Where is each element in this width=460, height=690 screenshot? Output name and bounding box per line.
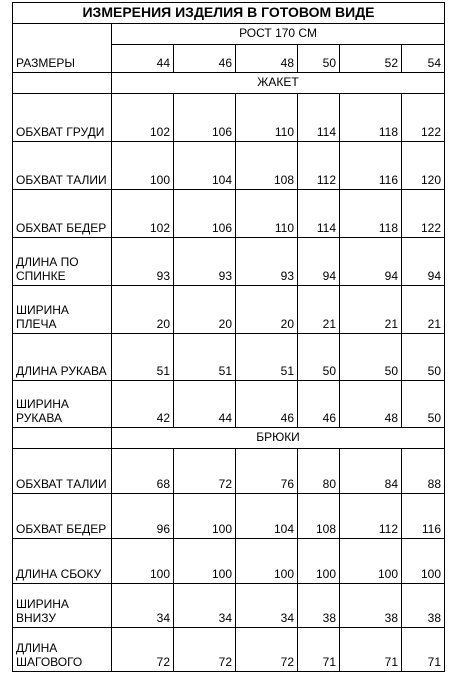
value-cell: 38 (340, 584, 402, 628)
value-cell: 106 (174, 94, 236, 142)
row-label-text: ОБХВАТ БЕДЕР (16, 221, 107, 235)
value-cell: 114 (298, 190, 340, 238)
size-cell: 52 (340, 45, 402, 73)
row-label (13, 334, 112, 381)
table-row (13, 94, 445, 142)
table-row (13, 286, 445, 334)
value-cell: 20 (236, 286, 298, 334)
row-label (13, 286, 112, 334)
value-cell: 20 (174, 286, 236, 334)
value-cell: 104 (174, 142, 236, 190)
value-cell: 102 (112, 190, 174, 238)
value-cell: 93 (236, 238, 298, 286)
row-label-text: ШИРИНА ПЛЕЧА (16, 303, 69, 331)
row-label (13, 539, 112, 584)
value-cell: 71 (298, 628, 340, 672)
value-cell: 112 (340, 494, 402, 539)
value-cell: 122 (402, 190, 445, 238)
value-cell: 100 (402, 539, 445, 584)
section-header-row (13, 73, 445, 94)
value-cell: 108 (298, 494, 340, 539)
value-cell: 34 (236, 584, 298, 628)
value-cell: 96 (112, 494, 174, 539)
value-cell: 20 (112, 286, 174, 334)
row-label (13, 94, 112, 142)
size-cell: 50 (298, 45, 340, 73)
height-row (13, 24, 445, 45)
row-label (13, 381, 112, 428)
table-row (13, 334, 445, 381)
row-label (13, 628, 112, 672)
value-cell: 38 (298, 584, 340, 628)
value-cell: 21 (340, 286, 402, 334)
value-cell: 48 (340, 381, 402, 428)
section-title: БРЮКИ (112, 428, 445, 449)
blank-cell (13, 428, 112, 449)
row-label-text: ДЛИНА СБОКУ (16, 567, 102, 581)
value-cell: 94 (402, 238, 445, 286)
value-cell: 120 (402, 142, 445, 190)
value-cell: 46 (236, 381, 298, 428)
row-label-text: ШИРИНА ВНИЗУ (16, 597, 69, 625)
value-cell: 44 (174, 381, 236, 428)
table-row (13, 142, 445, 190)
value-cell: 104 (236, 494, 298, 539)
row-label-text: ОБХВАТ БЕДЕР (16, 522, 107, 536)
value-cell: 68 (112, 449, 174, 494)
value-cell: 100 (174, 494, 236, 539)
row-label-text: ОБХВАТ ТАЛИИ (16, 477, 107, 491)
value-cell: 38 (402, 584, 445, 628)
table-row (13, 584, 445, 628)
value-cell: 72 (236, 628, 298, 672)
value-cell: 108 (236, 142, 298, 190)
sizes-label: РАЗМЕРЫ (13, 24, 112, 73)
table-row (13, 628, 445, 672)
value-cell: 100 (236, 539, 298, 584)
value-cell: 94 (340, 238, 402, 286)
table-row (13, 238, 445, 286)
value-cell: 118 (340, 190, 402, 238)
value-cell: 72 (112, 628, 174, 672)
value-cell: 50 (298, 334, 340, 381)
value-cell: 71 (402, 628, 445, 672)
size-cell: 44 (112, 45, 174, 73)
table-row (13, 539, 445, 584)
value-cell: 46 (298, 381, 340, 428)
row-label (13, 584, 112, 628)
section-header-row (13, 428, 445, 449)
value-cell: 51 (174, 334, 236, 381)
row-label (13, 494, 112, 539)
row-label-text: ДЛИНА ПО СПИНКЕ (16, 255, 79, 283)
value-cell: 100 (298, 539, 340, 584)
value-cell: 100 (174, 539, 236, 584)
title-row (13, 3, 445, 24)
value-cell: 21 (298, 286, 340, 334)
blank-cell (13, 73, 112, 94)
value-cell: 84 (340, 449, 402, 494)
table-row (13, 190, 445, 238)
value-cell: 21 (402, 286, 445, 334)
value-cell: 102 (112, 94, 174, 142)
value-cell: 116 (402, 494, 445, 539)
value-cell: 51 (236, 334, 298, 381)
value-cell: 100 (112, 142, 174, 190)
table-row (13, 381, 445, 428)
value-cell: 110 (236, 190, 298, 238)
row-label-text: ДЛИНА ШАГОВОГО (16, 641, 83, 669)
row-label (13, 142, 112, 190)
value-cell: 42 (112, 381, 174, 428)
value-cell: 51 (112, 334, 174, 381)
size-cell: 54 (402, 45, 445, 73)
row-label-text: ОБХВАТ ГРУДИ (16, 125, 105, 139)
row-label (13, 238, 112, 286)
section-title: ЖАКЕТ (112, 73, 445, 94)
value-cell: 93 (174, 238, 236, 286)
table-row (13, 494, 445, 539)
size-cell: 48 (236, 45, 298, 73)
value-cell: 94 (298, 238, 340, 286)
value-cell: 112 (298, 142, 340, 190)
value-cell: 34 (112, 584, 174, 628)
size-cell: 46 (174, 45, 236, 73)
value-cell: 76 (236, 449, 298, 494)
value-cell: 122 (402, 94, 445, 142)
value-cell: 100 (340, 539, 402, 584)
value-cell: 71 (340, 628, 402, 672)
row-label-text: ОБХВАТ ТАЛИИ (16, 173, 107, 187)
value-cell: 116 (340, 142, 402, 190)
value-cell: 110 (236, 94, 298, 142)
value-cell: 106 (174, 190, 236, 238)
value-cell: 72 (174, 628, 236, 672)
value-cell: 80 (298, 449, 340, 494)
measurements-table (12, 2, 445, 672)
value-cell: 88 (402, 449, 445, 494)
value-cell: 50 (402, 381, 445, 428)
height-label: РОСТ 170 СМ (112, 24, 445, 45)
table-row (13, 449, 445, 494)
value-cell: 93 (112, 238, 174, 286)
value-cell: 72 (174, 449, 236, 494)
value-cell: 50 (340, 334, 402, 381)
value-cell: 118 (340, 94, 402, 142)
row-label (13, 449, 112, 494)
row-label-text: ШИРИНА РУКАВА (16, 397, 69, 425)
value-cell: 114 (298, 94, 340, 142)
table-title: ИЗМЕРЕНИЯ ИЗДЕЛИЯ В ГОТОВОМ ВИДЕ (13, 3, 445, 24)
value-cell: 50 (402, 334, 445, 381)
row-label (13, 190, 112, 238)
row-label-text: ДЛИНА РУКАВА (16, 364, 107, 378)
value-cell: 34 (174, 584, 236, 628)
value-cell: 100 (112, 539, 174, 584)
